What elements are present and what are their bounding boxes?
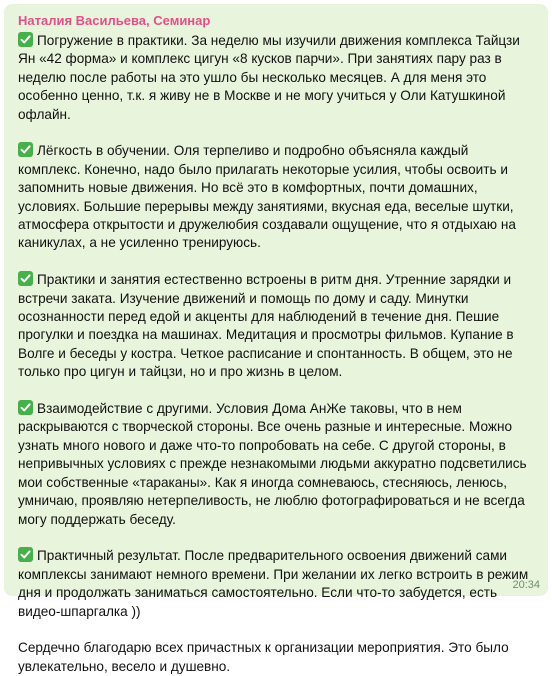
message-paragraph-thanks xyxy=(18,639,534,676)
check-mark-icon xyxy=(18,271,33,286)
check-mark-icon xyxy=(18,142,33,157)
message-paragraph-result xyxy=(18,547,534,621)
message-bubble[interactable] xyxy=(4,4,548,674)
sender-name[interactable]: Наталия Васильева, Семинар xyxy=(18,13,211,28)
paragraph-text: Практичный результат. После предварительного освоения движений сами комплексы занимают немного времени. При желании их легко встроить в режим дня и продолжать заниматься самостоятельно. Если что-то забудется, есть видео-шпаргалка )) xyxy=(18,548,529,619)
check-mark-icon xyxy=(18,400,33,415)
message-timestamp: 20:34 xyxy=(512,579,540,591)
message-paragraph-ease xyxy=(18,142,534,252)
message-paragraph-immersion xyxy=(18,32,534,124)
check-mark-icon xyxy=(18,32,33,47)
paragraph-text: Лёгкость в обучении. Оля терпеливо и подробно объясняла каждый комплекс. Конечно, надо было прилагать некоторые усилия, чтобы освоить и запомнить новые движения. Но всё это в комфортных, почти домашних, условиях. Большие перерывы между занятиями, вкусная еда, веселые шутки, атмосфера открытости и дружелюбия создавали ощущение, что я отдыхаю на каникулах, а не усиленно тренируюсь. xyxy=(18,143,516,251)
paragraph-text: Практики и занятия естественно встроены в ритм дня. Утренние зарядки и встречи заката. Изучение движений и помощь по дому и саду. Минутки осознанности перед едой и акценты для наблюдений в течение дня. Пешие прогулки и поездка на машинах. Медитация и просмотры фильмов. Купание в Волге и беседы у костра. Четкое расписание и спонтанность. В общем, это не только про цигун и тайцзи, но и про жизнь в целом. xyxy=(18,272,514,380)
message-paragraph-interaction xyxy=(18,400,534,529)
paragraph-text: Погружение в практики. За неделю мы изучили движения комплекса Тайцзи Ян «42 форма» и комплекс цигун «8 кусков парчи». При занятиях пару раз в неделю после работы на это ушло бы несколько месяцев. А для меня это особенно ценно, т.к. я живу не в Москве и не могу учиться у Оли Катушкиной офлайн. xyxy=(18,33,520,122)
paragraph-text: Сердечно благодарю всех причастных к организации мероприятия. Это было увлекательно, весело и душевно. xyxy=(18,640,509,674)
check-mark-icon xyxy=(18,547,33,562)
paragraph-text: Взаимодействие с другими. Условия Дома АнЖе таковы, что в нем раскрываются с творческой стороны. Все очень разные и интересные. Можно узнать много нового и даже что-то попробовать на себе. С другой стороны, в непривычных условиях с прежде незнакомыми людьми аккуратно подсветились мои собственные «тараканы». Как я иногда сомневаюсь, стесняюсь, ленюсь, умничаю, проявляю нетерпеливость, не люблю фотографироваться и не всегда могу поддержать беседу. xyxy=(18,401,527,527)
message-paragraph-rhythm xyxy=(18,271,534,381)
